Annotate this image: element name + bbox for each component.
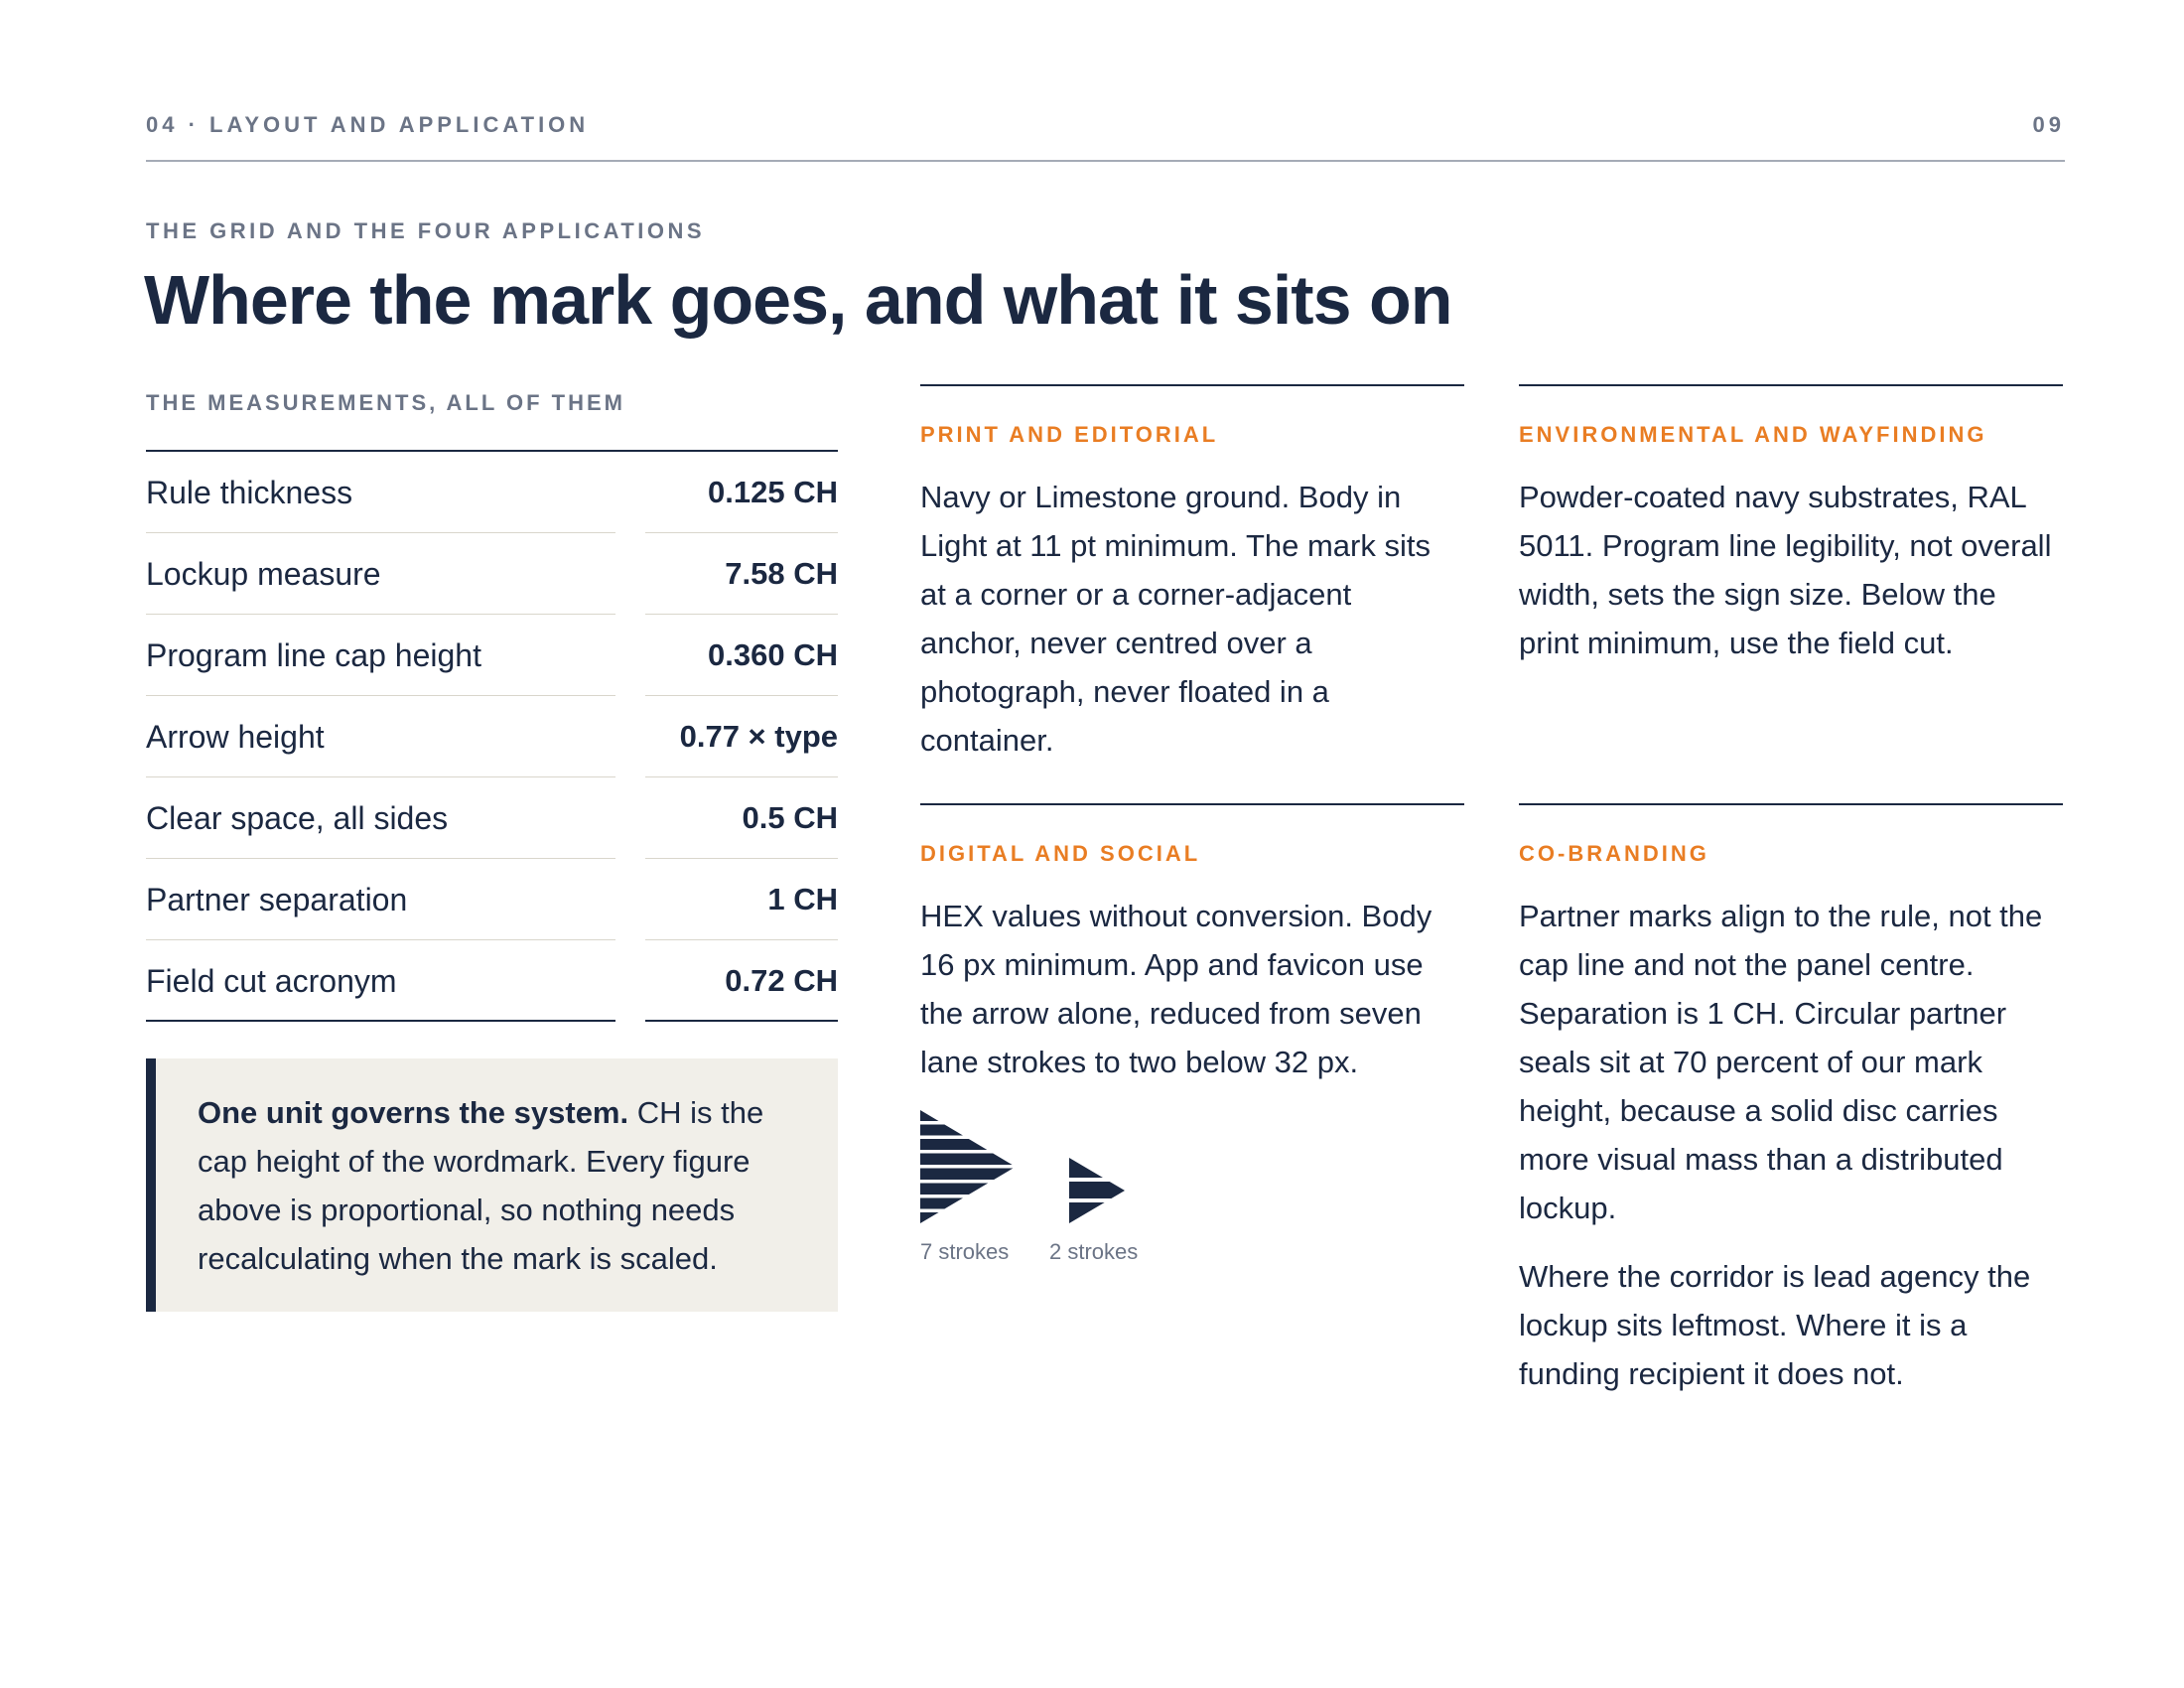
table-row bbox=[146, 533, 838, 615]
environmental-block bbox=[1519, 384, 2063, 667]
measure-value: 0.77 × type bbox=[679, 719, 838, 754]
environmental-heading: ENVIRONMENTAL AND WAYFINDING bbox=[1519, 422, 1987, 447]
arrow-caption: 7 strokes bbox=[920, 1239, 1010, 1264]
co-branding-heading: CO-BRANDING bbox=[1519, 841, 1709, 866]
table-row bbox=[146, 777, 838, 859]
page-number: 09 bbox=[2032, 112, 2065, 137]
measure-value: 1 CH bbox=[767, 882, 838, 916]
arrow-caption: 2 strokes bbox=[1049, 1239, 1139, 1264]
co-branding-body: Partner marks align to the rule, not the cap line and not the panel centre. Separation is 1 CH. Circular partner seals sit at 70 percent of our mark height, because a solid disc carries more visual mass than a distributed lockup. bbox=[1519, 899, 2043, 1225]
print-editorial-body: Navy or Limestone ground. Body in Light at 11 pt minimum. The mark sits at a corner or a corner-adjacent anchor, never centred over a photograph, never floated in a container. bbox=[920, 480, 1431, 758]
row-rule bbox=[146, 1020, 615, 1022]
arrow-reduction-figure bbox=[920, 1110, 1218, 1269]
table-row bbox=[146, 615, 838, 696]
measure-label: Program line cap height bbox=[146, 637, 481, 673]
environmental-body: Powder-coated navy substrates, RAL 5011. Program line legibility, not overall width, sets the sign size. Below the print minimum, use the field cut. bbox=[1519, 480, 2052, 660]
measure-label: Lockup measure bbox=[146, 556, 381, 592]
table-row bbox=[146, 859, 838, 940]
measure-label: Partner separation bbox=[146, 882, 408, 917]
table-row bbox=[146, 940, 838, 1022]
measure-label: Arrow height bbox=[146, 719, 325, 755]
digital-social-block bbox=[920, 803, 1464, 1086]
measure-label: Clear space, all sides bbox=[146, 800, 449, 836]
measurements-table bbox=[146, 450, 838, 1022]
table-row bbox=[146, 696, 838, 777]
measurements-heading: THE MEASUREMENTS, ALL OF THEM bbox=[146, 390, 625, 415]
digital-social-heading: DIGITAL AND SOCIAL bbox=[920, 841, 1201, 866]
measure-value: 0.360 CH bbox=[708, 637, 838, 672]
arrow-7-strokes-icon bbox=[920, 1110, 1016, 1223]
callout-lead: One unit governs the system. bbox=[198, 1095, 629, 1130]
callout-body: CH is the cap height of the wordmark. Every figure above is proportional, so nothing needs recalculating when the mark is scaled. bbox=[198, 1095, 764, 1276]
measure-value: 0.5 CH bbox=[742, 800, 838, 835]
table-row bbox=[146, 452, 838, 533]
section-label: 04 · LAYOUT AND APPLICATION bbox=[146, 112, 590, 137]
row-rule bbox=[645, 1020, 838, 1022]
measure-label: Field cut acronym bbox=[146, 963, 397, 999]
system-unit-callout bbox=[146, 1058, 838, 1312]
arrow-2-strokes-icon bbox=[1069, 1158, 1125, 1223]
page-title: Where the mark goes, and what it sits on bbox=[144, 261, 1452, 339]
measure-value: 0.72 CH bbox=[725, 963, 838, 998]
running-head bbox=[146, 112, 2065, 162]
digital-social-body: HEX values without conversion. Body 16 px minimum. App and favicon use the arrow alone, reduced from seven lane strokes to two below 32 px. bbox=[920, 899, 1433, 1079]
measure-value: 0.125 CH bbox=[708, 475, 838, 509]
measure-value: 7.58 CH bbox=[725, 556, 838, 591]
measure-label: Rule thickness bbox=[146, 475, 353, 510]
page-kicker: THE GRID AND THE FOUR APPLICATIONS bbox=[146, 218, 706, 243]
co-branding-body-2: Where the corridor is lead agency the lockup sits leftmost. Where it is a funding recipient it does not. bbox=[1519, 1259, 2031, 1391]
print-editorial-block bbox=[920, 384, 1464, 765]
print-editorial-heading: PRINT AND EDITORIAL bbox=[920, 422, 1219, 447]
co-branding-block bbox=[1519, 803, 2063, 1398]
